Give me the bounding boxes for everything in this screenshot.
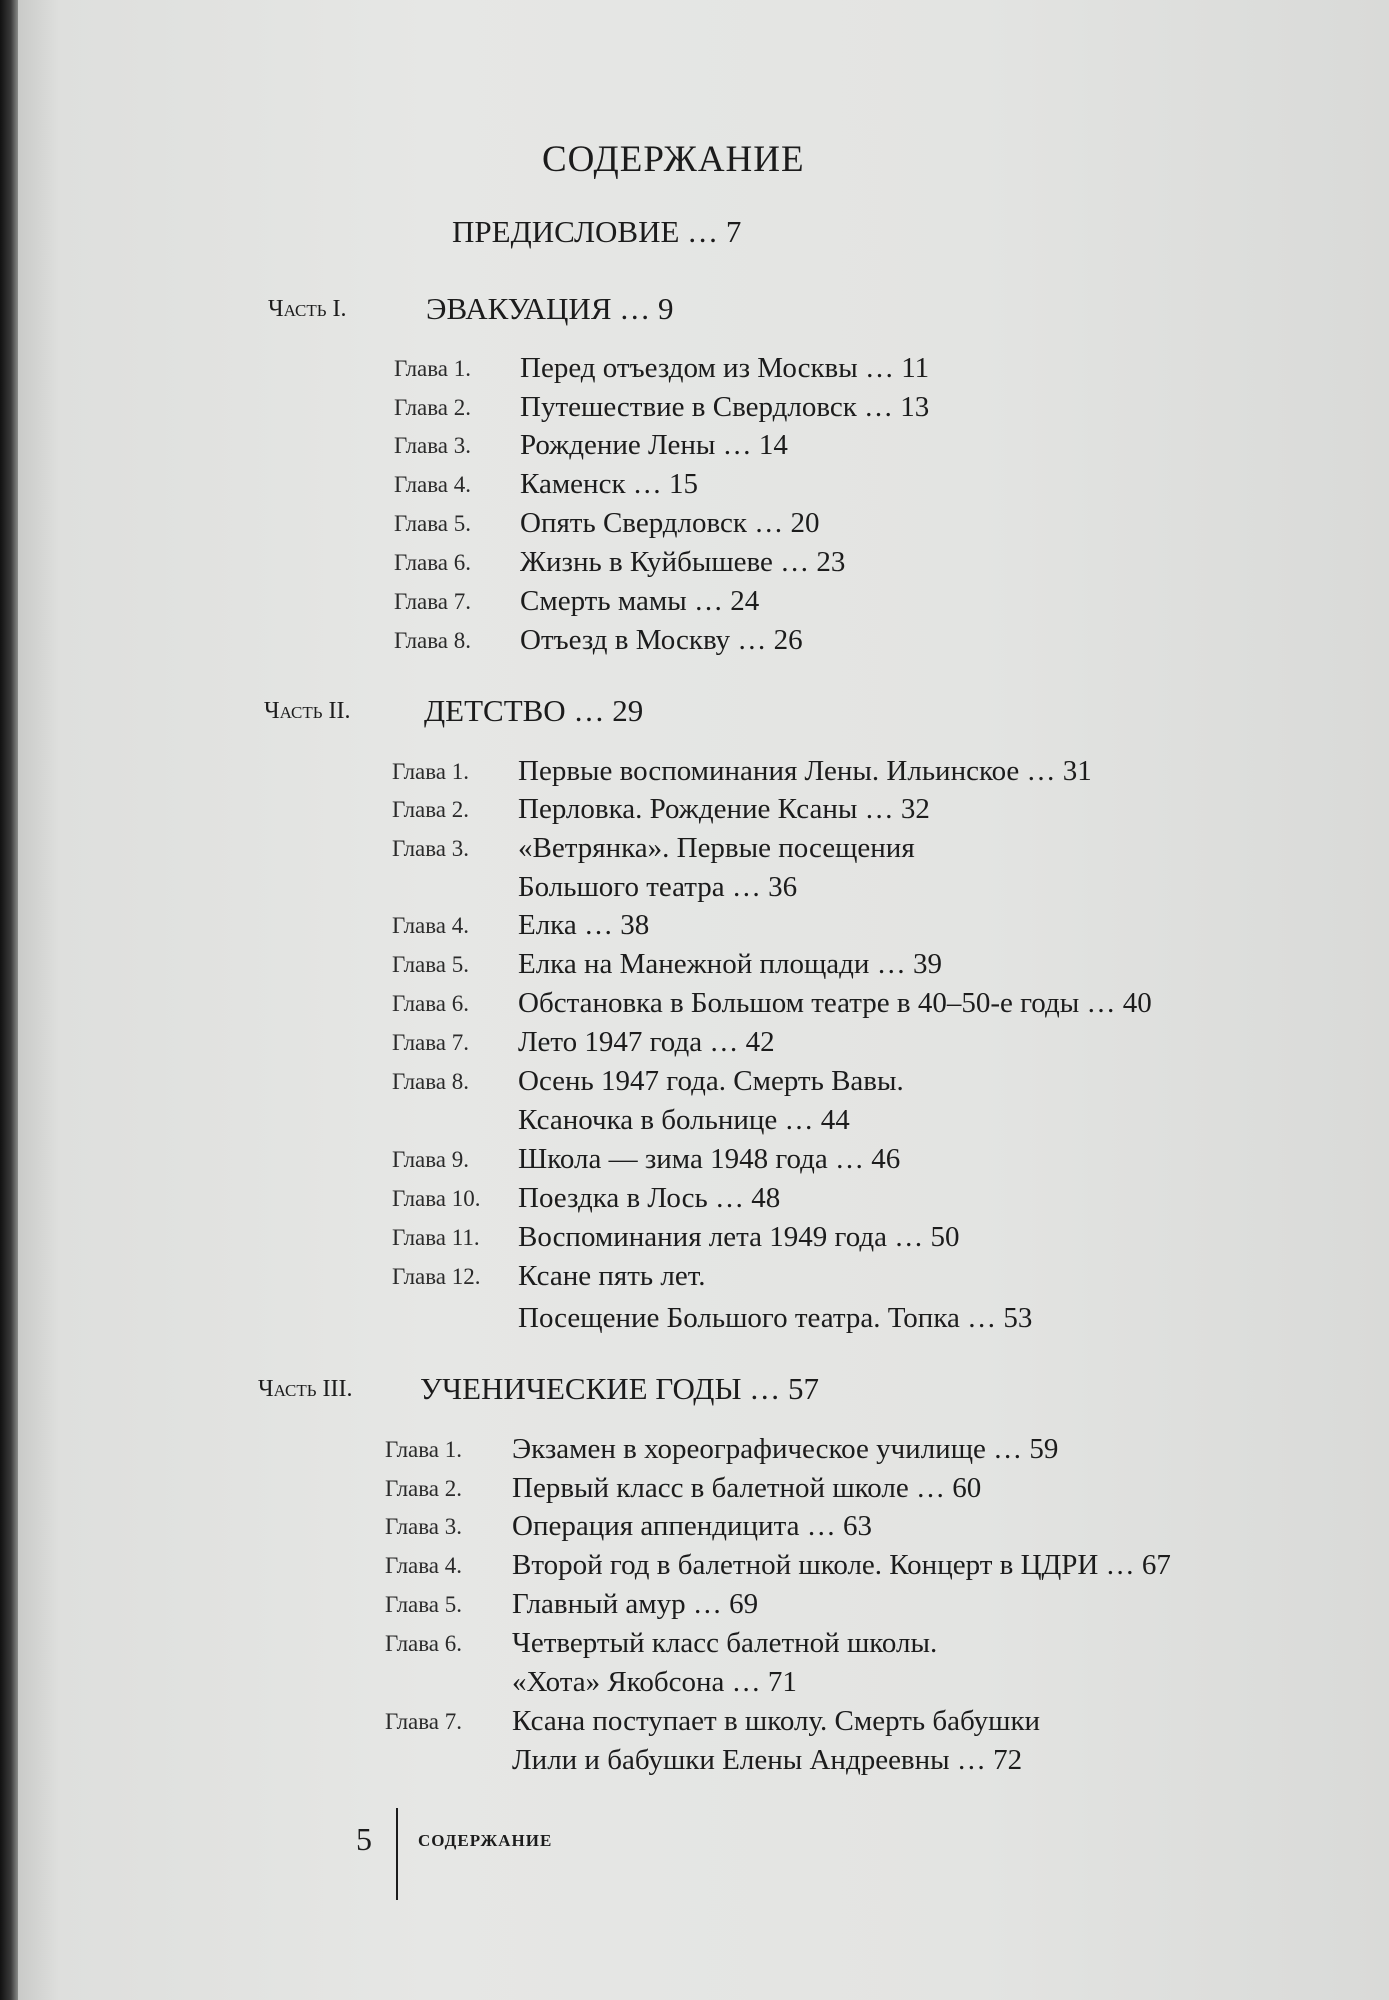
chapter-title: Перед отъездом из Москвы … 11 bbox=[520, 352, 930, 384]
chapter-label: Глава 7. bbox=[385, 1709, 463, 1734]
chapter-label: Глава 6. bbox=[394, 550, 472, 575]
chapter-label: Глава 7. bbox=[392, 1030, 470, 1055]
chapter-title-continued: Ксаночка в больнице … 44 bbox=[518, 1104, 850, 1136]
chapter-label: Глава 1. bbox=[392, 759, 470, 784]
chapter-label: Глава 4. bbox=[394, 472, 472, 497]
chapter-label: Глава 8. bbox=[394, 628, 472, 653]
chapter-title: Операция аппендицита … 63 bbox=[512, 1510, 872, 1542]
running-head: СОДЕРЖАНИЕ bbox=[418, 1831, 553, 1850]
chapter-label: Глава 2. bbox=[392, 797, 470, 822]
book-spine-shadow bbox=[0, 0, 18, 2000]
chapter-label: Глава 5. bbox=[385, 1592, 463, 1617]
chapter-label: Глава 7. bbox=[394, 589, 472, 614]
chapter-title: Лето 1947 года … 42 bbox=[518, 1026, 775, 1058]
chapter-label: Глава 3. bbox=[385, 1514, 463, 1539]
part-label: Часть III. bbox=[258, 1376, 353, 1402]
chapter-label: Глава 1. bbox=[385, 1437, 463, 1462]
chapter-label: Глава 4. bbox=[392, 913, 470, 938]
chapter-title: Елка на Манежной площади … 39 bbox=[518, 948, 942, 980]
chapter-label: Глава 9. bbox=[392, 1147, 470, 1172]
chapter-title: Рождение Лены … 14 bbox=[520, 429, 788, 461]
chapter-title: Главный амур … 69 bbox=[512, 1588, 759, 1620]
chapter-label: Глава 2. bbox=[385, 1476, 463, 1501]
chapter-title: Елка … 38 bbox=[518, 909, 650, 941]
chapter-title: Каменск … 15 bbox=[520, 468, 699, 500]
part-title: УЧЕНИЧЕСКИЕ ГОДЫ … 57 bbox=[420, 1371, 819, 1406]
chapter-title-continued: Большого театра … 36 bbox=[518, 871, 798, 903]
chapter-title: Первые воспоминания Лены. Ильинское … 31 bbox=[518, 755, 1092, 787]
part-label: Часть II. bbox=[264, 698, 351, 724]
page-title: СОДЕРЖАНИЕ bbox=[542, 139, 805, 180]
page-number: 5 bbox=[356, 1821, 372, 1857]
chapter-title: Второй год в балетной школе. Концерт в ЦДРИ … 67 bbox=[512, 1549, 1171, 1581]
chapter-title: Перловка. Рождение Ксаны … 32 bbox=[518, 793, 930, 825]
footer-divider bbox=[396, 1808, 398, 1900]
part-title: ДЕТСТВО … 29 bbox=[424, 693, 644, 728]
chapter-label: Глава 6. bbox=[392, 991, 470, 1016]
chapter-title-continued: Лили и бабушки Елены Андреевны … 72 bbox=[512, 1744, 1023, 1776]
chapter-label: Глава 8. bbox=[392, 1069, 470, 1094]
chapter-title: «Ветрянка». Первые посещения bbox=[518, 832, 915, 864]
chapter-title: Обстановка в Большом театре в 40–50-е годы … 40 bbox=[518, 987, 1152, 1019]
chapter-title: Отъезд в Москву … 26 bbox=[520, 624, 803, 656]
chapter-label: Глава 6. bbox=[385, 1631, 463, 1656]
part-title: ЭВАКУАЦИЯ … 9 bbox=[426, 291, 674, 326]
chapter-label: Глава 2. bbox=[394, 395, 472, 420]
book-page bbox=[18, 0, 1389, 2000]
chapter-title: Ксане пять лет. bbox=[518, 1260, 706, 1292]
chapter-title: Школа — зима 1948 года … 46 bbox=[518, 1143, 901, 1175]
chapter-label: Глава 4. bbox=[385, 1553, 463, 1578]
chapter-title: Осень 1947 года. Смерть Вавы. bbox=[518, 1065, 904, 1097]
chapter-label: Глава 12. bbox=[392, 1264, 481, 1289]
chapter-title: Поездка в Лось … 48 bbox=[518, 1182, 781, 1214]
chapter-label: Глава 11. bbox=[392, 1225, 480, 1250]
chapter-title: Четвертый класс балетной школы. bbox=[512, 1627, 938, 1659]
chapter-title: Экзамен в хореографическое училище … 59 bbox=[512, 1433, 1059, 1465]
chapter-title: Путешествие в Свердловск … 13 bbox=[520, 391, 930, 423]
chapter-label: Глава 3. bbox=[394, 433, 472, 458]
part-label: Часть I. bbox=[268, 296, 347, 322]
chapter-title: Жизнь в Куйбышеве … 23 bbox=[520, 546, 846, 578]
chapter-title: Первый класс в балетной школе … 60 bbox=[512, 1472, 982, 1504]
chapter-title: Ксана поступает в школу. Смерть бабушки bbox=[512, 1705, 1041, 1737]
chapter-label: Глава 3. bbox=[392, 836, 470, 861]
preface-entry: ПРЕДИСЛОВИЕ … 7 bbox=[452, 214, 742, 249]
chapter-label: Глава 1. bbox=[394, 356, 472, 381]
chapter-label: Глава 5. bbox=[394, 511, 472, 536]
chapter-title: Воспоминания лета 1949 года … 50 bbox=[518, 1221, 960, 1253]
chapter-title: Опять Свердловск … 20 bbox=[520, 507, 820, 539]
chapter-label: Глава 10. bbox=[392, 1186, 481, 1211]
chapter-title: Смерть мамы … 24 bbox=[520, 585, 760, 617]
chapter-title-continued: «Хота» Якобсона … 71 bbox=[512, 1666, 797, 1698]
chapter-title-continued: Посещение Большого театра. Топка … 53 bbox=[518, 1302, 1033, 1334]
chapter-label: Глава 5. bbox=[392, 952, 470, 977]
